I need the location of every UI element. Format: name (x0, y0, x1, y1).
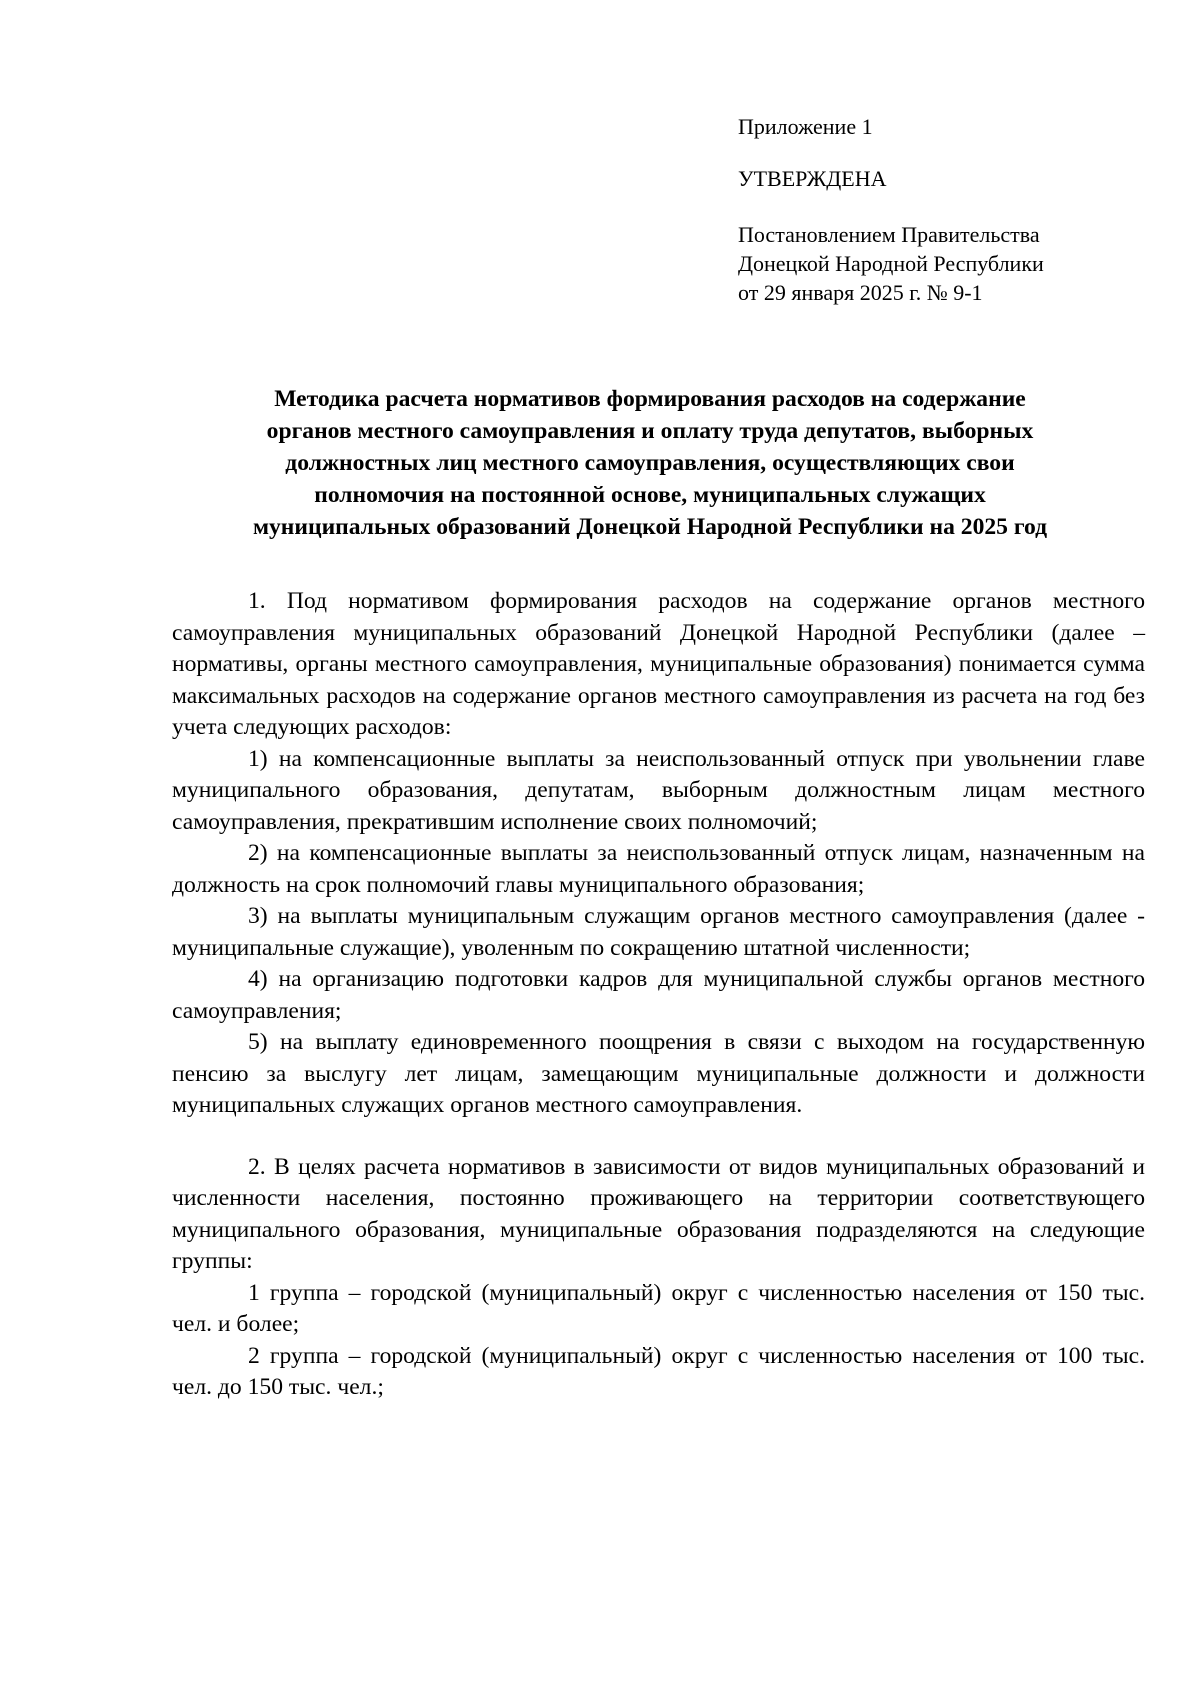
title-line: органов местного самоуправления и оплату труда депутатов, выборных (266, 418, 1034, 444)
group-2: 2 группа – городской (муниципальный) округ с численностью населения от 100 тыс. чел. до 150 тыс. чел.; (172, 1342, 1145, 1400)
document-title (150, 383, 1150, 543)
group-1: 1 группа – городской (муниципальный) округ с численностью населения от 150 тыс. чел. и более; (172, 1279, 1145, 1337)
list-item-2: 2) на компенсационные выплаты за неиспользованный отпуск лицам, назначенным на должность на срок полномочий главы муниципального образования; (172, 840, 1145, 898)
title-line: полномочия на постоянной основе, муниципальных служащих (314, 482, 986, 508)
approval-line-2: Донецкой Народной Республики (738, 251, 1044, 276)
title-line: должностных лиц местного самоуправления, осуществляющих свои (285, 450, 1015, 476)
list-item-3: 3) на выплаты муниципальным служащим органов местного самоуправления (далее - муниципальные служащие), уволенным по сокращению штатной численности; (172, 903, 1145, 961)
paragraph-2: 2. В целях расчета нормативов в зависимости от видов муниципальных образований и численности населения, постоянно проживающего на территории соответствующего муниципального образования, муниципальные образования подразделяются на следующие группы: (172, 1153, 1145, 1274)
list-item-4: 4) на организацию подготовки кадров для муниципальной службы органов местного самоуправления; (172, 966, 1145, 1024)
paragraph-1: 1. Под нормативом формирования расходов на содержание органов местного самоуправления муниципальных образований Донецкой Народной Республики (далее – нормативы, органы местного самоуправления, муниципальные образования) понимается сумма максимальных расходов на содержание органов местного самоуправления из расчета на год без учета следующих расходов: (172, 588, 1145, 740)
title-line: муниципальных образований Донецкой Народной Республики на 2025 год (252, 514, 1048, 540)
list-item-1: 1) на компенсационные выплаты за неиспользованный отпуск при увольнении главе муниципального образования, депутатам, выборным должностным лицам местного самоуправления, прекратившим исполнение своих полномочий; (172, 745, 1145, 835)
document-body (172, 586, 1145, 1404)
appendix-label: Приложение 1 (738, 114, 873, 139)
approval-line-1: Постановлением Правительства (738, 222, 1040, 247)
list-item-5: 5) на выплату единовременного поощрения в связи с выходом на государственную пенсию за выслугу лет лицам, замещающим муниципальные должности и должности муниципальных служащих органов местного самоуправления. (172, 1029, 1145, 1118)
title-line: Методика расчета нормативов формирования расходов на содержание (274, 386, 1026, 412)
approval-stamp (738, 112, 1044, 307)
approved-label: УТВЕРЖДЕНА (738, 166, 887, 191)
approval-line-3: от 29 января 2025 г. № 9-1 (738, 280, 983, 305)
